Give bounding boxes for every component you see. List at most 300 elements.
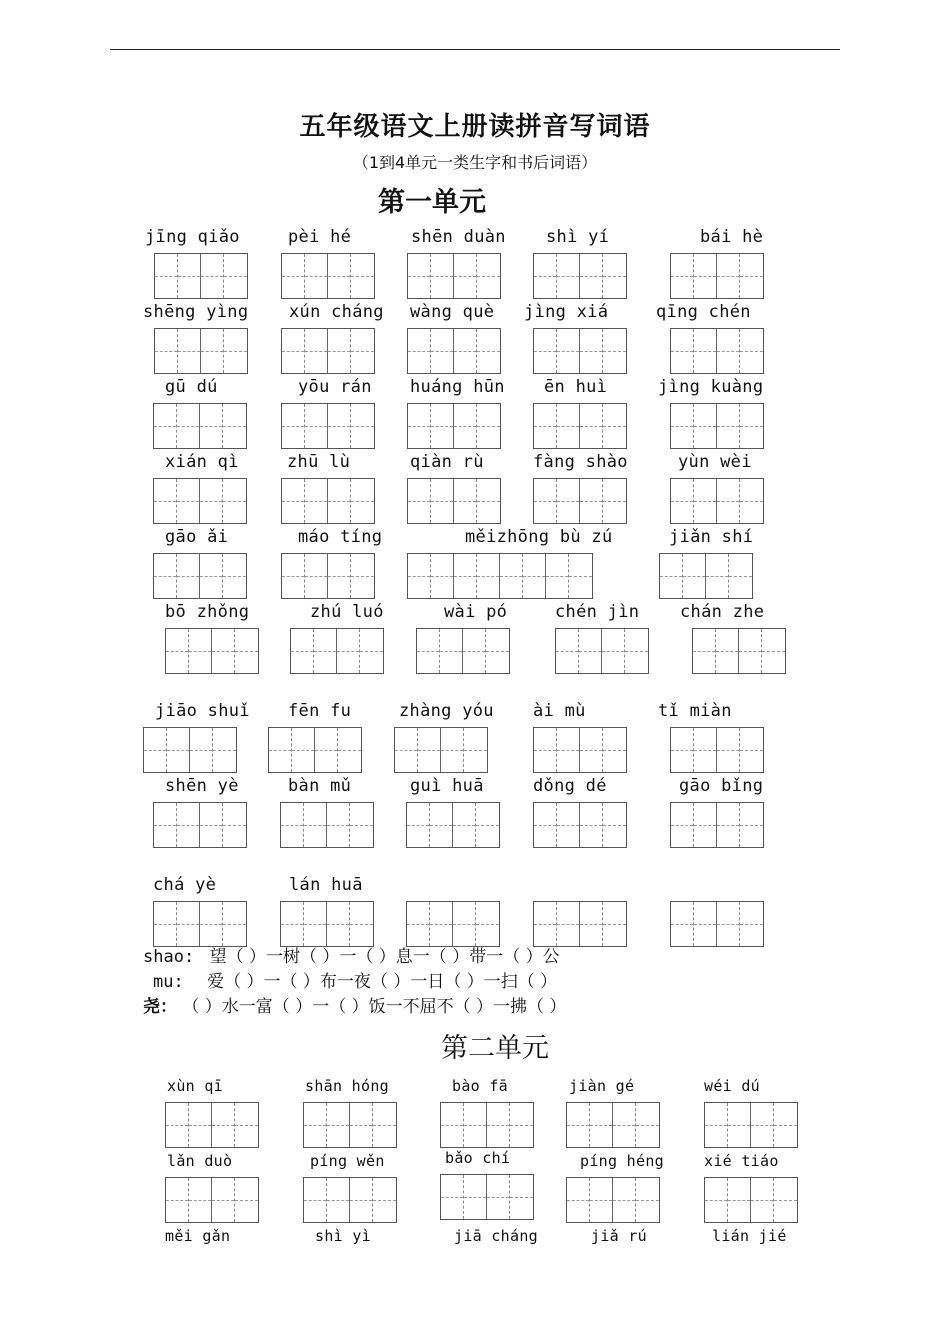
grid-cell[interactable] xyxy=(523,554,546,598)
grid-cell[interactable] xyxy=(224,254,247,298)
grid-cell[interactable] xyxy=(774,1178,797,1222)
writing-grid[interactable] xyxy=(407,328,501,374)
grid-cell[interactable] xyxy=(350,902,373,946)
grid-cell[interactable] xyxy=(717,479,740,523)
pinyin-label: wài pó xyxy=(444,602,508,622)
grid-cell[interactable] xyxy=(328,404,351,448)
grid-cell[interactable] xyxy=(464,728,487,772)
grid-cell[interactable] xyxy=(223,404,246,448)
grid-cell[interactable] xyxy=(740,479,763,523)
grid-cell[interactable] xyxy=(477,404,500,448)
writing-grid[interactable] xyxy=(555,628,649,674)
grid-cell[interactable] xyxy=(154,479,177,523)
writing-grid[interactable] xyxy=(704,1177,798,1223)
grid-cell[interactable] xyxy=(373,1103,396,1147)
grid-cell[interactable] xyxy=(430,902,453,946)
writing-grid[interactable] xyxy=(670,901,764,947)
writing-grid[interactable] xyxy=(407,253,501,299)
grid-cell[interactable] xyxy=(534,329,557,373)
grid-cell[interactable] xyxy=(728,1178,751,1222)
grid-cell[interactable] xyxy=(281,902,304,946)
writing-grid[interactable] xyxy=(670,253,764,299)
writing-grid[interactable] xyxy=(533,328,627,374)
grid-cell[interactable] xyxy=(351,554,374,598)
grid-cell[interactable] xyxy=(338,728,361,772)
writing-grid[interactable] xyxy=(268,727,362,773)
grid-cell[interactable] xyxy=(739,629,762,673)
grid-cell[interactable] xyxy=(351,329,374,373)
grid-cell[interactable] xyxy=(350,1178,373,1222)
grid-cell[interactable] xyxy=(717,404,740,448)
grid-cell[interactable] xyxy=(751,1103,774,1147)
grid-cell[interactable] xyxy=(282,254,305,298)
pinyin-label: měizhōng bù zú xyxy=(465,527,613,547)
grid-cell[interactable] xyxy=(327,1178,350,1222)
grid-cell[interactable] xyxy=(177,404,200,448)
grid-cell[interactable] xyxy=(200,902,223,946)
grid-cell[interactable] xyxy=(305,479,328,523)
writing-grid[interactable] xyxy=(154,328,248,374)
grid-cell[interactable] xyxy=(729,554,752,598)
grid-cell[interactable] xyxy=(717,803,740,847)
writing-grid[interactable] xyxy=(143,727,237,773)
grid-cell[interactable] xyxy=(740,728,763,772)
grid-cell[interactable] xyxy=(201,329,224,373)
writing-grid[interactable] xyxy=(440,1102,534,1148)
fill-label: shao: xyxy=(143,947,195,967)
grid-cell[interactable] xyxy=(304,1103,327,1147)
grid-cell[interactable] xyxy=(510,1175,533,1219)
grid-cell[interactable] xyxy=(603,329,626,373)
grid-cell[interactable] xyxy=(430,803,453,847)
grid-cell[interactable] xyxy=(154,902,177,946)
grid-cell[interactable] xyxy=(431,404,454,448)
grid-cell[interactable] xyxy=(441,1175,464,1219)
grid-cell[interactable] xyxy=(774,1103,797,1147)
grid-cell[interactable] xyxy=(189,629,212,673)
grid-cell[interactable] xyxy=(235,629,258,673)
grid-cell[interactable] xyxy=(166,1178,189,1222)
unit2-heading: 第二单元 xyxy=(441,1033,549,1064)
grid-cell[interactable] xyxy=(580,404,603,448)
grid-cell[interactable] xyxy=(190,728,213,772)
grid-cell[interactable] xyxy=(534,404,557,448)
pinyin-label: shì yí xyxy=(546,227,610,247)
grid-cell[interactable] xyxy=(200,479,223,523)
grid-cell[interactable] xyxy=(351,254,374,298)
writing-grid[interactable] xyxy=(533,253,627,299)
writing-grid[interactable] xyxy=(704,1102,798,1148)
pinyin-label: bǎo chí xyxy=(445,1149,511,1167)
grid-cell[interactable] xyxy=(580,728,603,772)
grid-cell[interactable] xyxy=(546,554,569,598)
writing-grid[interactable] xyxy=(281,553,375,599)
grid-cell[interactable] xyxy=(441,728,464,772)
grid-cell[interactable] xyxy=(154,404,177,448)
grid-cell[interactable] xyxy=(315,728,338,772)
writing-grid[interactable] xyxy=(407,478,501,524)
grid-cell[interactable] xyxy=(454,329,477,373)
pinyin-label: xùn qī xyxy=(167,1077,223,1095)
grid-cell[interactable] xyxy=(178,254,201,298)
grid-cell[interactable] xyxy=(201,254,224,298)
grid-cell[interactable] xyxy=(717,329,740,373)
grid-cell[interactable] xyxy=(534,728,557,772)
grid-cell[interactable] xyxy=(613,1178,636,1222)
writing-grid[interactable] xyxy=(153,403,247,449)
grid-cell[interactable] xyxy=(613,1103,636,1147)
grid-cell[interactable] xyxy=(463,629,486,673)
grid-cell[interactable] xyxy=(717,728,740,772)
grid-cell[interactable] xyxy=(292,728,315,772)
grid-cell[interactable] xyxy=(693,629,716,673)
grid-cell[interactable] xyxy=(694,902,717,946)
grid-cell[interactable] xyxy=(408,404,431,448)
writing-grid[interactable] xyxy=(670,478,764,524)
grid-cell[interactable] xyxy=(431,554,454,598)
grid-cell[interactable] xyxy=(328,479,351,523)
writing-grid[interactable] xyxy=(416,628,510,674)
grid-cell[interactable] xyxy=(762,629,785,673)
fill-label: 尧： xyxy=(143,997,177,1017)
grid-cell[interactable] xyxy=(212,1178,235,1222)
grid-cell[interactable] xyxy=(328,329,351,373)
grid-cell[interactable] xyxy=(327,1103,350,1147)
grid-cell[interactable] xyxy=(580,479,603,523)
grid-cell[interactable] xyxy=(579,629,602,673)
grid-cell[interactable] xyxy=(671,404,694,448)
grid-cell[interactable] xyxy=(155,254,178,298)
grid-cell[interactable] xyxy=(694,479,717,523)
grid-cell[interactable] xyxy=(360,629,383,673)
writing-grid[interactable] xyxy=(692,628,786,674)
grid-cell[interactable] xyxy=(282,404,305,448)
writing-grid[interactable] xyxy=(566,1102,660,1148)
grid-cell[interactable] xyxy=(177,554,200,598)
grid-cell[interactable] xyxy=(166,1103,189,1147)
writing-grid[interactable] xyxy=(280,901,374,947)
grid-cell[interactable] xyxy=(440,629,463,673)
pinyin-label: gāo ǎi xyxy=(165,527,229,547)
grid-cell[interactable] xyxy=(408,329,431,373)
grid-cell[interactable] xyxy=(464,1103,487,1147)
grid-cell[interactable] xyxy=(327,803,350,847)
grid-cell[interactable] xyxy=(556,629,579,673)
fill-text: 爱（ ）一（ ）布一夜（ ）一日（ ）一扫（ ） xyxy=(207,972,558,992)
grid-cell[interactable] xyxy=(534,479,557,523)
grid-cell[interactable] xyxy=(304,803,327,847)
grid-cell[interactable] xyxy=(431,254,454,298)
writing-grid[interactable] xyxy=(440,1174,534,1220)
grid-cell[interactable] xyxy=(167,728,190,772)
grid-cell[interactable] xyxy=(305,254,328,298)
grid-cell[interactable] xyxy=(441,1103,464,1147)
pinyin-label: wéi dú xyxy=(704,1077,760,1095)
grid-cell[interactable] xyxy=(200,404,223,448)
grid-cell[interactable] xyxy=(350,1103,373,1147)
grid-cell[interactable] xyxy=(625,629,648,673)
writing-grid[interactable] xyxy=(303,1177,397,1223)
grid-cell[interactable] xyxy=(407,902,430,946)
grid-cell[interactable] xyxy=(373,1178,396,1222)
grid-cell[interactable] xyxy=(603,728,626,772)
grid-cell[interactable] xyxy=(453,803,476,847)
grid-cell[interactable] xyxy=(717,902,740,946)
pinyin-label: máo tíng xyxy=(298,527,383,547)
grid-cell[interactable] xyxy=(327,902,350,946)
grid-cell[interactable] xyxy=(282,554,305,598)
grid-cell[interactable] xyxy=(569,554,592,598)
grid-cell[interactable] xyxy=(671,479,694,523)
grid-cell[interactable] xyxy=(557,404,580,448)
grid-cell[interactable] xyxy=(281,803,304,847)
grid-cell[interactable] xyxy=(477,479,500,523)
pinyin-label: shì yì xyxy=(315,1227,371,1245)
pinyin-label: jìng kuàng xyxy=(658,377,764,397)
grid-cell[interactable] xyxy=(705,1178,728,1222)
writing-grid[interactable] xyxy=(533,802,627,848)
grid-cell[interactable] xyxy=(580,803,603,847)
grid-cell[interactable] xyxy=(476,803,499,847)
grid-cell[interactable] xyxy=(464,1175,487,1219)
grid-cell[interactable] xyxy=(706,554,729,598)
grid-cell[interactable] xyxy=(671,254,694,298)
pinyin-label: yōu rán xyxy=(298,377,372,397)
grid-cell[interactable] xyxy=(534,254,557,298)
pinyin-label: wàng què xyxy=(410,302,495,322)
writing-grid[interactable] xyxy=(153,802,247,848)
writing-grid[interactable] xyxy=(154,253,248,299)
grid-cell[interactable] xyxy=(212,1103,235,1147)
grid-cell[interactable] xyxy=(590,1178,613,1222)
grid-cell[interactable] xyxy=(454,554,477,598)
grid-cell[interactable] xyxy=(716,629,739,673)
grid-cell[interactable] xyxy=(235,1103,258,1147)
writing-grid[interactable] xyxy=(165,1102,259,1148)
pinyin-label: qiàn rù xyxy=(410,452,484,472)
pinyin-label: píng wěn xyxy=(310,1152,385,1170)
grid-cell[interactable] xyxy=(671,728,694,772)
grid-cell[interactable] xyxy=(305,554,328,598)
grid-cell[interactable] xyxy=(477,254,500,298)
pinyin-label: bái hè xyxy=(700,227,764,247)
grid-cell[interactable] xyxy=(154,554,177,598)
grid-cell[interactable] xyxy=(636,1103,659,1147)
grid-cell[interactable] xyxy=(304,1178,327,1222)
grid-cell[interactable] xyxy=(178,329,201,373)
writing-grid[interactable] xyxy=(280,802,374,848)
grid-cell[interactable] xyxy=(567,1178,590,1222)
grid-cell[interactable] xyxy=(291,629,314,673)
grid-cell[interactable] xyxy=(453,902,476,946)
grid-cell[interactable] xyxy=(683,554,706,598)
grid-cell[interactable] xyxy=(567,1103,590,1147)
grid-cell[interactable] xyxy=(177,803,200,847)
grid-cell[interactable] xyxy=(166,629,189,673)
grid-cell[interactable] xyxy=(314,629,337,673)
grid-cell[interactable] xyxy=(417,629,440,673)
grid-cell[interactable] xyxy=(212,629,235,673)
writing-grid[interactable] xyxy=(533,901,627,947)
grid-cell[interactable] xyxy=(189,1103,212,1147)
grid-cell[interactable] xyxy=(557,902,580,946)
fill-line-shao xyxy=(143,946,560,968)
grid-cell[interactable] xyxy=(223,803,246,847)
pinyin-label: lǎn duò xyxy=(167,1152,233,1170)
grid-cell[interactable] xyxy=(671,803,694,847)
pinyin-label: shēn yè xyxy=(165,776,239,796)
writing-grid[interactable] xyxy=(165,628,259,674)
grid-cell[interactable] xyxy=(636,1178,659,1222)
writing-grid[interactable] xyxy=(407,553,593,599)
grid-cell[interactable] xyxy=(189,1178,212,1222)
grid-cell[interactable] xyxy=(223,902,246,946)
grid-cell[interactable] xyxy=(603,254,626,298)
grid-cell[interactable] xyxy=(590,1103,613,1147)
grid-cell[interactable] xyxy=(351,479,374,523)
grid-cell[interactable] xyxy=(282,329,305,373)
grid-cell[interactable] xyxy=(454,254,477,298)
writing-grid[interactable] xyxy=(407,403,501,449)
grid-cell[interactable] xyxy=(200,554,223,598)
grid-cell[interactable] xyxy=(337,629,360,673)
grid-cell[interactable] xyxy=(705,1103,728,1147)
grid-cell[interactable] xyxy=(487,1103,510,1147)
grid-cell[interactable] xyxy=(671,329,694,373)
writing-grid[interactable] xyxy=(153,901,247,947)
writing-grid[interactable] xyxy=(670,328,764,374)
grid-cell[interactable] xyxy=(580,329,603,373)
writing-grid[interactable] xyxy=(281,403,375,449)
writing-grid[interactable] xyxy=(406,802,500,848)
grid-cell[interactable] xyxy=(304,902,327,946)
grid-cell[interactable] xyxy=(486,629,509,673)
grid-cell[interactable] xyxy=(740,254,763,298)
grid-cell[interactable] xyxy=(580,254,603,298)
grid-cell[interactable] xyxy=(328,554,351,598)
grid-cell[interactable] xyxy=(408,254,431,298)
grid-cell[interactable] xyxy=(418,728,441,772)
writing-grid[interactable] xyxy=(406,901,500,947)
writing-grid[interactable] xyxy=(281,253,375,299)
grid-cell[interactable] xyxy=(534,902,557,946)
grid-cell[interactable] xyxy=(408,554,431,598)
grid-cell[interactable] xyxy=(408,479,431,523)
grid-cell[interactable] xyxy=(144,728,167,772)
grid-cell[interactable] xyxy=(477,554,500,598)
grid-cell[interactable] xyxy=(431,479,454,523)
grid-cell[interactable] xyxy=(603,803,626,847)
grid-cell[interactable] xyxy=(487,1175,510,1219)
grid-cell[interactable] xyxy=(235,1178,258,1222)
grid-cell[interactable] xyxy=(557,803,580,847)
grid-cell[interactable] xyxy=(155,329,178,373)
grid-cell[interactable] xyxy=(305,404,328,448)
writing-grid[interactable] xyxy=(533,727,627,773)
writing-grid[interactable] xyxy=(281,328,375,374)
fill-line-mu xyxy=(153,971,557,993)
grid-cell[interactable] xyxy=(602,629,625,673)
writing-grid[interactable] xyxy=(303,1102,397,1148)
writing-grid[interactable] xyxy=(670,403,764,449)
grid-cell[interactable] xyxy=(728,1103,751,1147)
grid-cell[interactable] xyxy=(660,554,683,598)
writing-grid[interactable] xyxy=(566,1177,660,1223)
writing-grid[interactable] xyxy=(533,403,627,449)
unit1-heading: 第一单元 xyxy=(378,187,486,218)
writing-grid[interactable] xyxy=(670,727,764,773)
writing-grid[interactable] xyxy=(533,478,627,524)
grid-cell[interactable] xyxy=(223,554,246,598)
grid-cell[interactable] xyxy=(603,479,626,523)
grid-cell[interactable] xyxy=(328,254,351,298)
grid-cell[interactable] xyxy=(694,728,717,772)
grid-cell[interactable] xyxy=(200,803,223,847)
writing-grid[interactable] xyxy=(670,802,764,848)
grid-cell[interactable] xyxy=(223,479,246,523)
grid-cell[interactable] xyxy=(476,902,499,946)
writing-grid[interactable] xyxy=(153,553,247,599)
pinyin-label: xián qì xyxy=(165,452,239,472)
grid-cell[interactable] xyxy=(740,329,763,373)
grid-cell[interactable] xyxy=(154,803,177,847)
writing-grid[interactable] xyxy=(659,553,753,599)
grid-cell[interactable] xyxy=(282,479,305,523)
grid-cell[interactable] xyxy=(477,329,500,373)
grid-cell[interactable] xyxy=(740,404,763,448)
grid-cell[interactable] xyxy=(395,728,418,772)
grid-cell[interactable] xyxy=(177,902,200,946)
grid-cell[interactable] xyxy=(351,404,374,448)
grid-cell[interactable] xyxy=(224,329,247,373)
grid-cell[interactable] xyxy=(751,1178,774,1222)
grid-cell[interactable] xyxy=(407,803,430,847)
writing-grid[interactable] xyxy=(281,478,375,524)
grid-cell[interactable] xyxy=(534,803,557,847)
grid-cell[interactable] xyxy=(305,329,328,373)
writing-grid[interactable] xyxy=(153,478,247,524)
grid-cell[interactable] xyxy=(213,728,236,772)
grid-cell[interactable] xyxy=(603,404,626,448)
grid-cell[interactable] xyxy=(694,329,717,373)
grid-cell[interactable] xyxy=(177,479,200,523)
writing-grid[interactable] xyxy=(290,628,384,674)
grid-cell[interactable] xyxy=(510,1103,533,1147)
grid-cell[interactable] xyxy=(694,254,717,298)
grid-cell[interactable] xyxy=(557,329,580,373)
pinyin-label: zhū lù xyxy=(287,452,351,472)
grid-cell[interactable] xyxy=(740,803,763,847)
grid-cell[interactable] xyxy=(269,728,292,772)
grid-cell[interactable] xyxy=(454,479,477,523)
grid-cell[interactable] xyxy=(580,902,603,946)
grid-cell[interactable] xyxy=(350,803,373,847)
grid-cell[interactable] xyxy=(694,404,717,448)
grid-cell[interactable] xyxy=(671,902,694,946)
grid-cell[interactable] xyxy=(740,902,763,946)
grid-cell[interactable] xyxy=(454,404,477,448)
grid-cell[interactable] xyxy=(500,554,523,598)
grid-cell[interactable] xyxy=(603,902,626,946)
grid-cell[interactable] xyxy=(557,728,580,772)
grid-cell[interactable] xyxy=(431,329,454,373)
grid-cell[interactable] xyxy=(557,254,580,298)
grid-cell[interactable] xyxy=(694,803,717,847)
writing-grid[interactable] xyxy=(394,727,488,773)
grid-cell[interactable] xyxy=(557,479,580,523)
grid-cell[interactable] xyxy=(717,254,740,298)
writing-grid[interactable] xyxy=(165,1177,259,1223)
